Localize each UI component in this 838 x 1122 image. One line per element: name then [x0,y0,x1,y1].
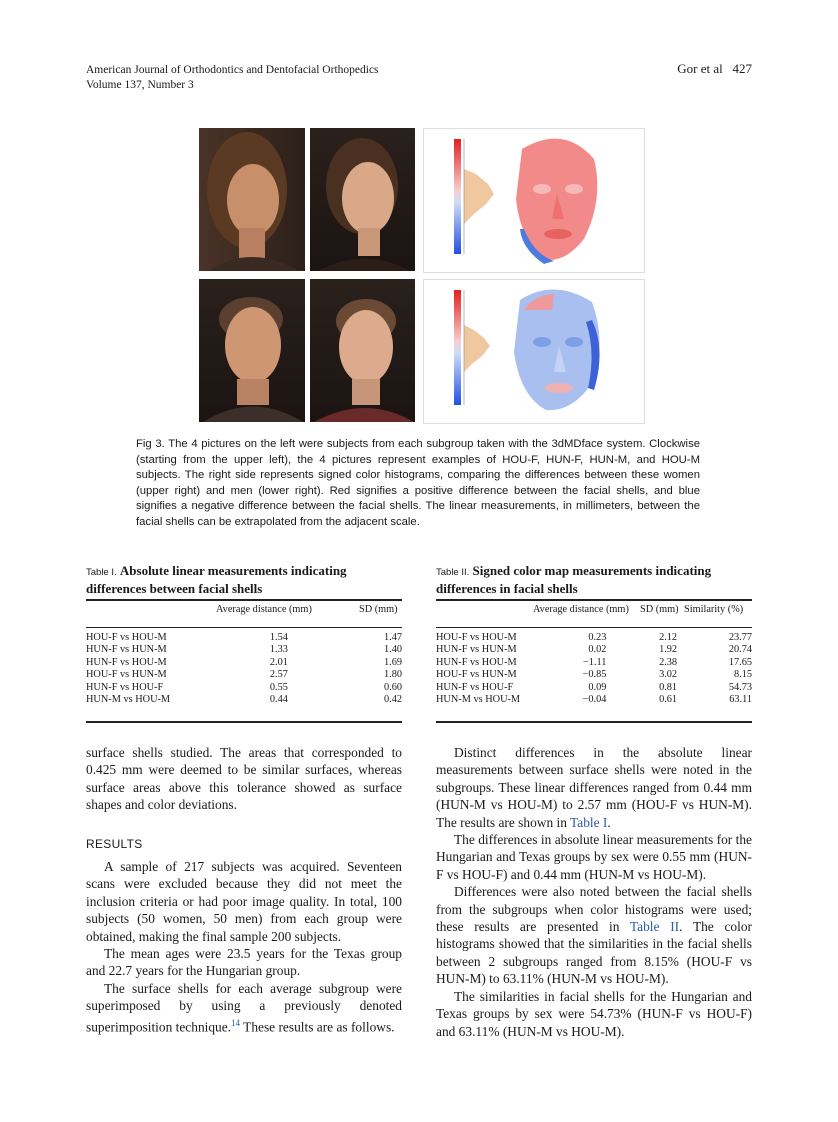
value-cell: 20.74 [728,644,752,656]
table2-col-sd: SD (mm) [640,604,679,615]
left-paragraph-3 [86,980,402,1036]
right-paragraph-1-text: Distinct differences in the absolute linear measurements between surface shells were noted in the subgroups. These linear differences ranged from 0.44 mm (HUN-M vs HOU-M) to 2.57 mm (HOU-F vs HUN-M). The results are shown in [436,745,752,830]
table1-top-rule [86,599,402,601]
row-label-cell: HUN-M vs HOU-M [436,694,521,706]
value-cell: 0.44 [269,694,288,706]
table1-col-avg: Average distance (mm) [216,604,312,615]
row-label-cell: HUN-F vs HOU-M [86,656,167,668]
value-cell: 8.15 [733,669,752,681]
journal-name: American Journal of Orthodontics and Dentofacial Orthopedics [86,64,379,76]
right-paragraph-4: The similarities in facial shells for the Hungarian and Texas groups by sex were 54.73% (HUN-F vs HOU-F) and 63.11% (HUN-M vs HOU-M). [436,988,752,1039]
table1-link[interactable]: Table I [570,814,608,830]
table2-link[interactable]: Table II [629,919,680,935]
table1-body [86,632,402,706]
table2-label: Table II. [436,567,470,578]
value-cell: 17.65 [728,656,752,668]
table-row [436,632,752,644]
figure-3 [199,128,644,422]
value-cell: 0.55 [269,681,288,693]
row-label-cell: HOU-F vs HUN-M [436,669,517,681]
color-histogram-women [423,128,645,273]
table1-label: Table I. [86,567,117,578]
table1-bottom-rule [86,721,402,723]
photo-hun-m [310,279,415,422]
table1-col-sd: SD (mm) [359,604,398,615]
table-row [436,669,752,681]
row-label-cell: HUN-M vs HOU-M [86,694,171,706]
table-row [436,682,752,694]
left-paragraph-3-end: These results are as follows. [240,1019,395,1035]
row-label-cell: HUN-F vs HUN-M [86,644,167,656]
table2-col-sim: Similarity (%) [684,604,744,615]
row-label-cell: HOU-F vs HUN-M [86,669,167,681]
value-cell: 0.02 [588,644,607,656]
value-cell: −0.04 [582,694,607,706]
row-label-cell: HUN-F vs HUN-M [436,644,517,656]
value-cell: 63.11 [729,694,752,706]
value-cell: 2.38 [659,656,678,668]
table-row [86,682,402,694]
table2-bottom-rule [436,721,752,723]
right-paragraph-3-end: . The color histograms showed that the similarities in the facial shells between 2 subgroups ranged from 8.15% (HOU-F vs HUN-M) to 63.11% (HUN-M vs HOU-M). [436,919,752,987]
right-paragraph-3 [436,883,752,987]
left-column [86,744,402,1036]
value-cell: 1.33 [269,644,288,656]
value-cell: 2.01 [269,656,288,668]
table2-title [436,563,752,597]
table1-title [86,563,402,597]
author-running-head: Gor et al [677,61,723,76]
running-header [86,63,506,93]
table-row [86,694,402,706]
table1-caption: Absolute linear measurements indicating differences between facial shells [86,563,347,596]
table1-header-rule [86,627,402,628]
journal-volume: Volume 137, Number 3 [86,79,194,91]
value-cell: 1.69 [383,656,402,668]
left-paragraph-3-text: The surface shells for each average subgroup were superimposed by using a previously denoted superimposition technique. [86,980,402,1035]
table-row [86,669,402,681]
page-header-right [677,61,752,77]
value-cell: 23.77 [728,632,752,643]
page-number: 427 [732,61,752,76]
color-histogram-men [423,279,645,424]
section-heading-results: RESULTS [86,836,143,851]
photo-hou-f [199,128,305,271]
row-label-cell: HUN-F vs HOU-M [436,656,517,668]
row-label-cell: HUN-F vs HOU-F [86,681,164,693]
right-column [436,744,752,1040]
table2-header-rule [436,627,752,628]
value-cell: 1.80 [383,669,402,681]
row-label-cell: HOU-F vs HOU-M [436,632,517,643]
value-cell: 1.54 [269,632,288,643]
value-cell: 3.02 [659,669,678,681]
table-row [86,644,402,656]
table-row [436,657,752,669]
left-paragraph-1: A sample of 217 subjects was acquired. Seventeen scans were excluded because they did not meet the inclusion criteria or had poor image quality. In total, 100 subjects (50 women, 50 men) from each group were obtained, making the final sample 200 subjects. [86,859,402,944]
figure-caption: Fig 3. The 4 pictures on the left were subjects from each subgroup taken with the 3dMDface system. Clockwise (starting from the upper left), the 4 pictures represent examples of HOU-F, HUN-F, HUN-M, and HOU-M subjects. The right side represents signed color histograms, comparing the differences between these women (upper right) and men (lower right). Red signifies a positive difference between the facial shells, and blue signifies a negative difference between the facial shells. The linear measurements, in millimeters, between the facial shells can be extrapolated from the adjacent scale. [136,438,700,528]
left-paragraph-0: surface shells studied. The areas that corresponded to 0.425 mm were deemed to be similar surfaces, whereas surface areas above this tolerance showed as surface shapes and color deviations. [86,745,402,813]
value-cell: 0.61 [659,694,678,706]
table-row [436,694,752,706]
table-row [86,657,402,669]
value-cell: 1.47 [383,632,402,643]
value-cell: 1.92 [659,644,678,656]
table2-caption: Signed color map measurements indicating differences in facial shells [436,563,712,596]
table-row [86,632,402,644]
value-cell: 2.12 [659,632,678,643]
value-cell: 2.57 [269,669,288,681]
value-cell: 0.23 [588,632,607,643]
table2-top-rule [436,599,752,601]
row-label-cell: HOU-F vs HOU-M [86,632,167,643]
photo-hou-m [199,279,305,422]
right-paragraph-1 [436,744,752,831]
value-cell: 0.42 [383,694,402,706]
value-cell: 54.73 [728,681,752,693]
table-row [436,644,752,656]
value-cell: −0.85 [582,669,607,681]
right-paragraph-3-text: Differences were also noted between the facial shells from the subgroups when color histograms were used; these results are presented in [436,884,752,935]
value-cell: 0.60 [383,681,402,693]
reference-14-link[interactable]: 14 [231,1017,241,1028]
value-cell: 1.40 [383,644,402,656]
right-paragraph-2: The differences in absolute linear measurements for the Hungarian and Texas groups by sex were 0.55 mm (HUN-F vs HOU-F) and 0.44 mm (HUN-M vs HOU-M). [436,832,752,882]
table2-body [436,632,752,706]
row-label-cell: HUN-F vs HOU-F [436,681,514,693]
photo-hun-f [310,128,415,271]
right-paragraph-1-end: . [607,814,611,830]
table2-col-avg: Average distance (mm) [533,604,629,615]
left-paragraph-2: The mean ages were 23.5 years for the Texas group and 22.7 years for the Hungarian group. [86,946,402,979]
value-cell: 0.09 [588,681,607,693]
value-cell: 0.81 [659,681,678,693]
value-cell: −1.11 [582,656,607,668]
